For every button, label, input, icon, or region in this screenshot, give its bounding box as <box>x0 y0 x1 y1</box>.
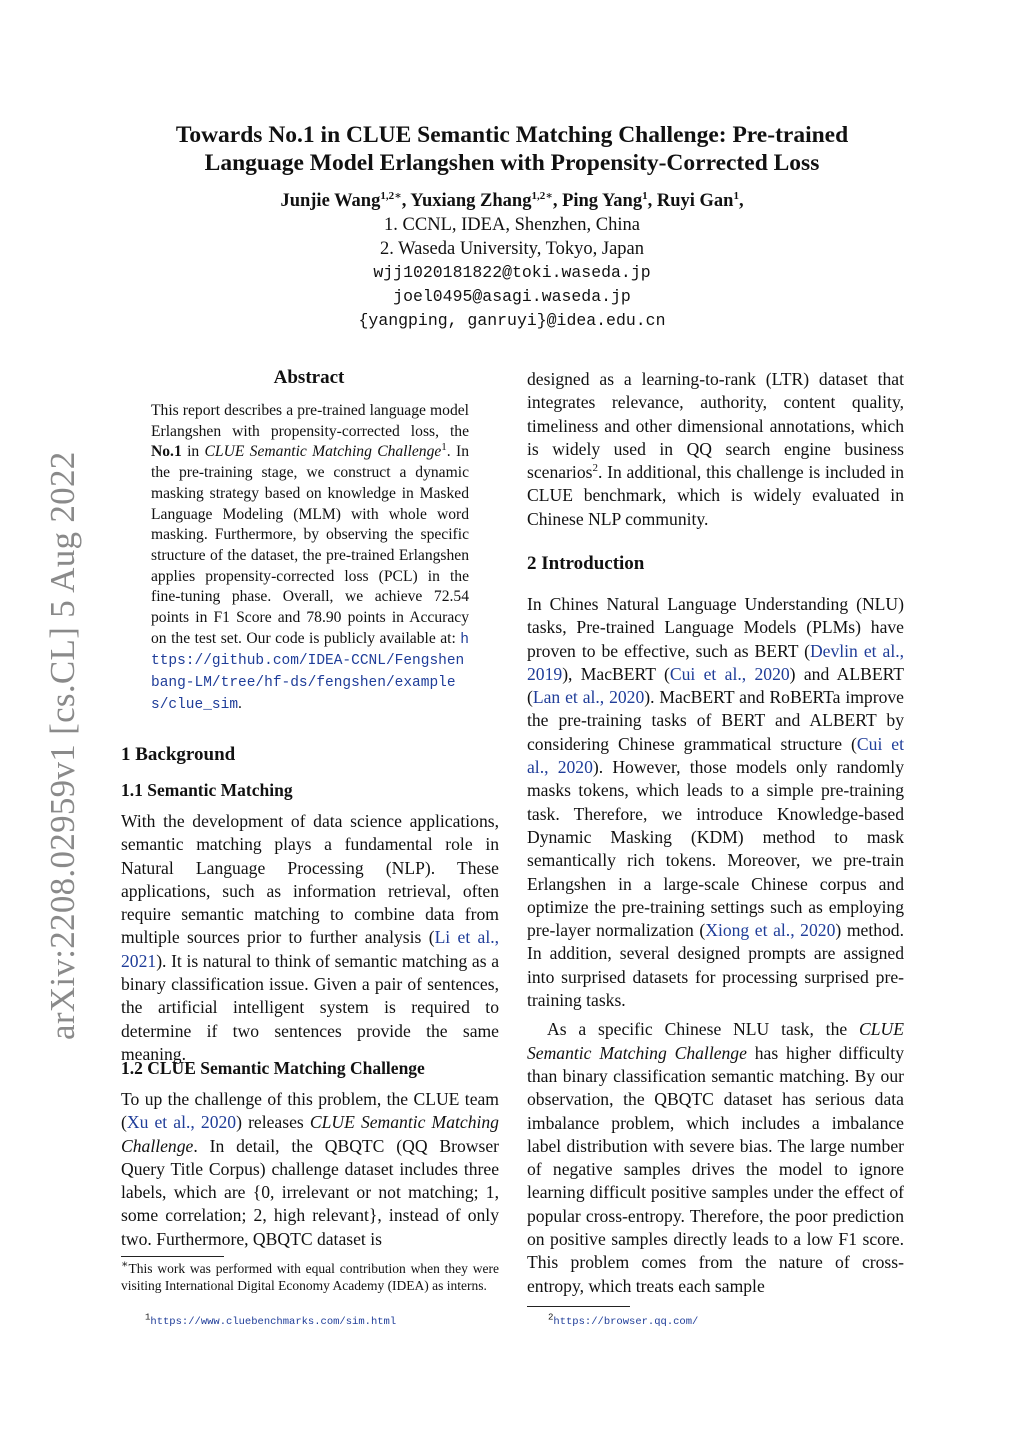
citation-lan-2020[interactable]: Lan et al., 2020 <box>532 687 645 708</box>
footnote-equal-contribution: ∗This work was performed with equal contribution when they were visiting International Digital Economy Academy (IDEA) as interns. <box>121 1258 499 1293</box>
abstract-heading: Abstract <box>273 367 345 388</box>
abstract-text: This report describes a pre-trained language model Erlangshen with propensity-corrected loss, the No.1 in CLUE Semantic Matching Challenge$^1$. In the pre-training stage, we construct a dynamic masking strategy based on knowledge in Masked Language Modeling (MLM) with whole word masking. Furthermore, by observing the specific structure of the dataset, the pre-trained Erlangshen applies propensity-corrected loss (PCL) in the fine-tuning phase. Overall, we achieve 72.54 points in F1 Score and 78.90 points in Accuracy on the test set. Our code is publicly available at: https://github.com/IDEA-CCNL/Fengshenbang-LM/tree/hf-ds/fengshen/examples/clue_sim. <box>151 402 469 713</box>
footnote-1-url[interactable]: https://www.cluebenchmarks.com/sim.html <box>150 1316 397 1328</box>
subsection-1-2-heading: 1.2 CLUE Semantic Matching Challenge <box>121 1058 425 1078</box>
footnote-rule-left <box>121 1256 224 1257</box>
author-names: Junjie Wang$^{1,2∗}$, Yuxiang Zhang$^{1,2∗}$, Ping Yang$^1$, Ruyi Gan$^1$, <box>280 189 744 211</box>
author-3: Ping Yang <box>562 191 643 211</box>
arxiv-identifier: arXiv:2208.02959v1 [cs.CL] 5 Aug 2022 <box>43 451 82 1040</box>
citation-li-2021[interactable]: Li et al., 2021 <box>121 927 500 971</box>
paper-title <box>110 121 914 177</box>
background-paragraph-2: To up the challenge of this problem, the CLUE team (Xu et al., 2020) releases CLUE Semantic Matching Challenge. In detail, the QBQTC (QQ Browser Query Title Corpus) challenge dataset includes three labels, which are {0, irrelevant or not matching; 1, some correlation; 2, high relevant}, instead of only two. Furthermore, QBQTC dataset is <box>121 1089 499 1249</box>
introduction-paragraph-1: In Chines Natural Language Understanding (NLU) tasks, Pre-trained Language Models (PLMs) have proven to be effective, such as BERT (Devlin et al., 2019), MacBERT (Cui et al., 2020) and ALBERT (Lan et al., 2020). MacBERT and RoBERTa improve the pre-training tasks of BERT and ALBERT by considering Chinese grammatical structure (Cui et al., 2020). However, those models only randomly masks tokens, which leads to a simple pre-training task. Therefore, we introduce Knowledge-based Dynamic Masking (KDM) method to mask semantically rich tokens. Moreover, we pre-train Erlangshen in a large-scale Chinese corpus and optimize the pre-training settings such as employing pre-layer normalization (Xiong et al., 2020) method. In addition, several designed prompts are assigned into surprised datasets for processing surprised pre-training tasks. As a specific Chinese NLU task, the CLUE Semantic Matching Challenge has higher difficulty than binary classification semantic matching. By our observation, the QBQTC dataset has serious data imbalance problem, which includes a imbalance label distribution with severe bias. The large number of negative samples drives the model to ignore learning difficult positive samples under the effect of popular cross-entropy. Therefore, the poor prediction on positive samples directly leads to a low F1 score. This problem comes from the nature of cross-entropy, which treats each sample <box>527 594 905 1296</box>
author-block <box>110 189 914 333</box>
footnote-2-url[interactable]: https://browser.qq.com/ <box>553 1316 699 1328</box>
intro-continuation-paragraph: designed as a learning-to-rank (LTR) dataset that integrates relevance, authority, content quality, timeliness and other dimensional annotations, which is widely used in QQ search engine business scenarios$^2$. In additional, this challenge is included in CLUE benchmark, which is widely evaluated in Chinese NLP community. <box>527 369 904 529</box>
citation-xiong-2020[interactable]: Xiong et al., 2020 <box>705 920 836 941</box>
affiliation-1: 1. CCNL, IDEA, Shenzhen, China <box>384 215 640 235</box>
email-1[interactable]: wjj1020181822@toki.waseda.jp <box>373 263 651 282</box>
author-1: Junjie Wang <box>280 191 381 211</box>
affiliation-2: 2. Waseda University, Tokyo, Japan <box>379 239 645 259</box>
author-2: Yuxiang Zhang <box>410 191 532 211</box>
background-paragraph-1: With the development of data science applications, semantic matching plays a fundamental role in Natural Language Processing (NLP). These applications, such as information retrieval, often require semantic matching to combine data from multiple sources prior to further analysis (Li et al., 2021). It is natural to think of semantic matching as a binary classification issue. Given a pair of sentences, the artificial intelligent system is required to determine if two sentences provide the same meaning. <box>121 811 500 1064</box>
email-3[interactable]: {yangping, ganruyi}@idea.edu.cn <box>358 311 666 330</box>
title-line-2: Language Model Erlangshen with Propensity-Corrected Loss <box>204 150 820 176</box>
code-url-link[interactable]: https://github.com/IDEA-CCNL/Fengshenbang-LM/tree/hf-ds/fengshen/examples/clue_sim <box>151 631 469 713</box>
footnote-rule-right <box>527 1306 630 1307</box>
email-2[interactable]: joel0495@asagi.waseda.jp <box>393 287 631 306</box>
citation-cui-2020-b[interactable]: Cui et al., 2020 <box>527 733 904 778</box>
footnote-2[interactable]: $^2$https://browser.qq.com/ <box>548 1312 699 1328</box>
subsection-1-1-heading: 1.1 Semantic Matching <box>121 780 293 800</box>
citation-cui-2020[interactable]: Cui et al., 2020 <box>669 663 790 684</box>
section-1-heading: 1 Background <box>121 744 236 765</box>
citation-xu-2020[interactable]: Xu et al., 2020 <box>126 1112 237 1133</box>
title-line-1: Towards No.1 in CLUE Semantic Matching Challenge: Pre-trained <box>175 122 849 148</box>
citation-devlin-2019[interactable]: Devlin et al., 2019 <box>527 640 905 684</box>
author-4: Ruyi Gan <box>656 191 734 211</box>
section-2-heading: 2 Introduction <box>527 553 645 574</box>
footnote-1[interactable]: $^1$https://www.cluebenchmarks.com/sim.html <box>145 1312 397 1328</box>
